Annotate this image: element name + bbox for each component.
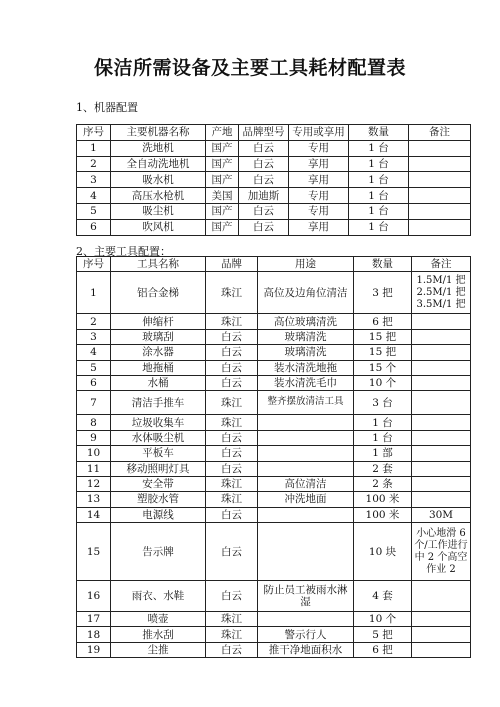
table-cell-qty: 2 条 xyxy=(354,476,412,491)
table-cell-use: 整齐摆放清洁工具 xyxy=(258,391,354,415)
table-cell: 1 台 xyxy=(349,140,409,156)
table-cell: 白云 xyxy=(239,156,289,172)
column-header: 专用或享用 xyxy=(289,125,349,141)
table-row xyxy=(77,329,471,344)
table-row xyxy=(77,156,471,172)
table-cell: 全自动洗地机 xyxy=(111,156,206,172)
table-cell-brand: 白云 xyxy=(206,507,258,522)
table-row xyxy=(77,523,471,581)
table-cell xyxy=(409,172,471,188)
table-cell-brand: 珠江 xyxy=(206,627,258,642)
table-cell: 享用 xyxy=(289,156,349,172)
table-cell-note xyxy=(412,329,471,344)
table-cell-qty: 10 个 xyxy=(354,375,412,390)
table-cell: 白云 xyxy=(239,219,289,235)
table-cell: 4 xyxy=(77,188,111,204)
table-cell-no: 4 xyxy=(77,345,111,360)
table-cell-no: 18 xyxy=(77,627,111,642)
table-cell xyxy=(409,156,471,172)
table-cell-brand: 白云 xyxy=(206,345,258,360)
table-cell-note xyxy=(412,415,471,430)
table-cell-qty: 100 米 xyxy=(354,492,412,507)
table-cell-use: 冲洗地面 xyxy=(258,492,354,507)
section-heading-machines: 1、机器配置 xyxy=(76,101,138,114)
table-cell-name: 雨衣、水鞋 xyxy=(111,581,206,612)
table-cell-no: 16 xyxy=(77,581,111,612)
table-cell-name: 电源线 xyxy=(111,507,206,522)
table-cell: 5 xyxy=(77,203,111,219)
table-cell-qty: 6 把 xyxy=(354,314,412,329)
table-cell-qty: 3 台 xyxy=(354,391,412,415)
table-cell: 专用 xyxy=(289,140,349,156)
column-header: 备注 xyxy=(412,257,471,272)
table-cell-brand: 白云 xyxy=(206,430,258,445)
column-header: 序号 xyxy=(77,125,111,141)
table-cell xyxy=(409,188,471,204)
table-cell-no: 11 xyxy=(77,461,111,476)
table-cell-brand: 白云 xyxy=(206,581,258,612)
table-cell: 1 台 xyxy=(349,203,409,219)
table-cell-name: 水体吸尘机 xyxy=(111,430,206,445)
table-cell: 专用 xyxy=(289,203,349,219)
table-cell-brand: 白云 xyxy=(206,642,258,657)
table-cell-name: 尘推 xyxy=(111,642,206,657)
table-cell-name: 涂水器 xyxy=(111,345,206,360)
table-cell-qty: 1 台 xyxy=(354,415,412,430)
table-cell: 国产 xyxy=(206,203,239,219)
machines-table xyxy=(76,124,471,236)
table-cell-brand: 白云 xyxy=(206,329,258,344)
table-row xyxy=(77,415,471,430)
table-cell-brand: 白云 xyxy=(206,360,258,375)
table-cell-note xyxy=(412,360,471,375)
table-cell-brand: 珠江 xyxy=(206,612,258,627)
table-cell-name: 告示牌 xyxy=(111,523,206,581)
table-cell: 享用 xyxy=(289,172,349,188)
table-cell: 6 xyxy=(77,219,111,235)
table-cell-brand: 珠江 xyxy=(206,476,258,491)
table-row xyxy=(77,612,471,627)
table-cell-note xyxy=(412,345,471,360)
table-row xyxy=(77,172,471,188)
table-cell-no: 12 xyxy=(77,476,111,491)
table-cell-use xyxy=(258,507,354,522)
table-row xyxy=(77,272,471,314)
table-cell-no: 17 xyxy=(77,612,111,627)
table-cell-brand: 珠江 xyxy=(206,492,258,507)
table-cell-brand: 白云 xyxy=(206,446,258,461)
table-cell-note xyxy=(412,627,471,642)
table-cell-qty: 10 块 xyxy=(354,523,412,581)
table-cell: 1 xyxy=(77,140,111,156)
table-cell-use: 警示行人 xyxy=(258,627,354,642)
table-cell-use: 高位及边角位清洁 xyxy=(258,272,354,314)
table-cell-note: 小心地滑 6 个/工作进行中 2 个高空作业 2 xyxy=(412,523,471,581)
table-cell-no: 8 xyxy=(77,415,111,430)
table-cell-name: 玻璃刮 xyxy=(111,329,206,344)
table-cell: 国产 xyxy=(206,172,239,188)
table-cell: 国产 xyxy=(206,219,239,235)
table-header-row xyxy=(77,257,471,272)
column-header: 备注 xyxy=(409,125,471,141)
table-cell-use xyxy=(258,446,354,461)
table-cell-note xyxy=(412,375,471,390)
table-cell-no: 15 xyxy=(77,523,111,581)
table-cell: 白云 xyxy=(239,172,289,188)
table-cell: 白云 xyxy=(239,203,289,219)
tools-table xyxy=(76,256,471,658)
table-cell-no: 19 xyxy=(77,642,111,657)
column-header: 主要机器名称 xyxy=(111,125,206,141)
table-cell: 1 台 xyxy=(349,156,409,172)
table-cell-name: 垃圾收集车 xyxy=(111,415,206,430)
table-cell-note xyxy=(412,461,471,476)
table-cell xyxy=(409,203,471,219)
table-cell: 享用 xyxy=(289,219,349,235)
table-cell-note xyxy=(412,430,471,445)
table-cell-name: 塑胶水管 xyxy=(111,492,206,507)
column-header: 用途 xyxy=(258,257,354,272)
table-cell-brand: 白云 xyxy=(206,523,258,581)
table-row xyxy=(77,391,471,415)
table-cell-brand: 珠江 xyxy=(206,391,258,415)
table-row xyxy=(77,581,471,612)
column-header: 品牌 xyxy=(206,257,258,272)
table-cell-brand: 珠江 xyxy=(206,415,258,430)
table-cell-brand: 白云 xyxy=(206,461,258,476)
table-cell-use: 装水清洗毛巾 xyxy=(258,375,354,390)
table-cell-no: 3 xyxy=(77,329,111,344)
table-cell-qty: 3 把 xyxy=(354,272,412,314)
table-cell-name: 水桶 xyxy=(111,375,206,390)
column-header: 序号 xyxy=(77,257,111,272)
table-row xyxy=(77,507,471,522)
table-cell-note: 1.5M/1 把 2.5M/1 把 3.5M/1 把 xyxy=(412,272,471,314)
table-row xyxy=(77,314,471,329)
table-cell-no: 9 xyxy=(77,430,111,445)
table-row xyxy=(77,203,471,219)
table-cell xyxy=(409,219,471,235)
table-cell-name: 喷壶 xyxy=(111,612,206,627)
table-cell-qty: 1 台 xyxy=(354,430,412,445)
table-cell-brand: 珠江 xyxy=(206,314,258,329)
section-heading-tools: 2、主要工具配置： xyxy=(76,245,171,258)
table-cell-name: 推水刮 xyxy=(111,627,206,642)
table-cell-qty: 100 米 xyxy=(354,507,412,522)
table-cell-note xyxy=(412,391,471,415)
table-cell-note xyxy=(412,642,471,657)
table-cell-note: 30M xyxy=(412,507,471,522)
table-row xyxy=(77,345,471,360)
table-cell: 3 xyxy=(77,172,111,188)
table-cell-use xyxy=(258,612,354,627)
table-cell: 洗地机 xyxy=(111,140,206,156)
table-cell-brand: 白云 xyxy=(206,375,258,390)
column-header: 工具名称 xyxy=(111,257,206,272)
table-header-row xyxy=(77,125,471,141)
column-header: 数量 xyxy=(349,125,409,141)
table-cell-name: 安全带 xyxy=(111,476,206,491)
table-cell-name: 移动照明灯具 xyxy=(111,461,206,476)
table-cell-use: 装水清洗地拖 xyxy=(258,360,354,375)
table-cell: 白云 xyxy=(239,140,289,156)
table-cell-qty: 15 把 xyxy=(354,329,412,344)
table-cell xyxy=(409,140,471,156)
table-cell-name: 铝合金梯 xyxy=(111,272,206,314)
table-row xyxy=(77,430,471,445)
table-cell: 吸尘机 xyxy=(111,203,206,219)
table-cell-no: 6 xyxy=(77,375,111,390)
table-cell-no: 5 xyxy=(77,360,111,375)
column-header: 品牌型号 xyxy=(239,125,289,141)
table-cell-use: 高位清洁 xyxy=(258,476,354,491)
table-cell-qty: 6 把 xyxy=(354,642,412,657)
table-cell-qty: 10 个 xyxy=(354,612,412,627)
table-cell-use xyxy=(258,430,354,445)
table-row xyxy=(77,492,471,507)
table-cell-brand: 珠江 xyxy=(206,272,258,314)
table-cell-qty: 15 把 xyxy=(354,345,412,360)
table-cell-note xyxy=(412,476,471,491)
table-row xyxy=(77,375,471,390)
table-cell-no: 13 xyxy=(77,492,111,507)
table-cell-note xyxy=(412,492,471,507)
table-row xyxy=(77,219,471,235)
table-row xyxy=(77,360,471,375)
table-cell: 高压水枪机 xyxy=(111,188,206,204)
table-cell-qty: 4 套 xyxy=(354,581,412,612)
table-row xyxy=(77,188,471,204)
table-cell-use xyxy=(258,523,354,581)
table-row xyxy=(77,140,471,156)
table-cell-note xyxy=(412,314,471,329)
table-cell-no: 2 xyxy=(77,314,111,329)
table-cell-use: 玻璃清洗 xyxy=(258,345,354,360)
table-cell-name: 平板车 xyxy=(111,446,206,461)
table-row xyxy=(77,476,471,491)
table-cell-name: 清洁手推车 xyxy=(111,391,206,415)
table-cell-name: 地拖桶 xyxy=(111,360,206,375)
table-cell: 加迪斯 xyxy=(239,188,289,204)
table-cell-qty: 15 个 xyxy=(354,360,412,375)
table-cell-no: 10 xyxy=(77,446,111,461)
table-cell: 国产 xyxy=(206,156,239,172)
table-cell: 2 xyxy=(77,156,111,172)
table-cell-use: 玻璃清洗 xyxy=(258,329,354,344)
table-cell-name: 伸缩杆 xyxy=(111,314,206,329)
column-header: 数量 xyxy=(354,257,412,272)
document-title: 保洁所需设备及主要工具耗材配置表 xyxy=(93,57,406,79)
table-cell-use: 高位玻璃清洗 xyxy=(258,314,354,329)
table-cell-use xyxy=(258,415,354,430)
table-cell-use xyxy=(258,461,354,476)
table-cell: 专用 xyxy=(289,188,349,204)
table-cell-no: 7 xyxy=(77,391,111,415)
table-cell: 国产 xyxy=(206,140,239,156)
table-cell-qty: 5 把 xyxy=(354,627,412,642)
table-cell-use: 防止员工被雨水淋湿 xyxy=(258,581,354,612)
table-row xyxy=(77,627,471,642)
table-row xyxy=(77,642,471,657)
table-cell: 吹风机 xyxy=(111,219,206,235)
table-row xyxy=(77,446,471,461)
table-cell: 吸水机 xyxy=(111,172,206,188)
table-cell: 1 台 xyxy=(349,188,409,204)
table-cell: 1 台 xyxy=(349,219,409,235)
table-cell-use: 推干净地面积水 xyxy=(258,642,354,657)
table-cell-no: 1 xyxy=(77,272,111,314)
table-cell-note xyxy=(412,581,471,612)
table-cell: 美国 xyxy=(206,188,239,204)
table-row xyxy=(77,461,471,476)
table-cell-no: 14 xyxy=(77,507,111,522)
table-cell-qty: 2 套 xyxy=(354,461,412,476)
table-cell: 1 台 xyxy=(349,172,409,188)
table-cell-note xyxy=(412,612,471,627)
table-cell-qty: 1 部 xyxy=(354,446,412,461)
table-cell-note xyxy=(412,446,471,461)
column-header: 产地 xyxy=(206,125,239,141)
